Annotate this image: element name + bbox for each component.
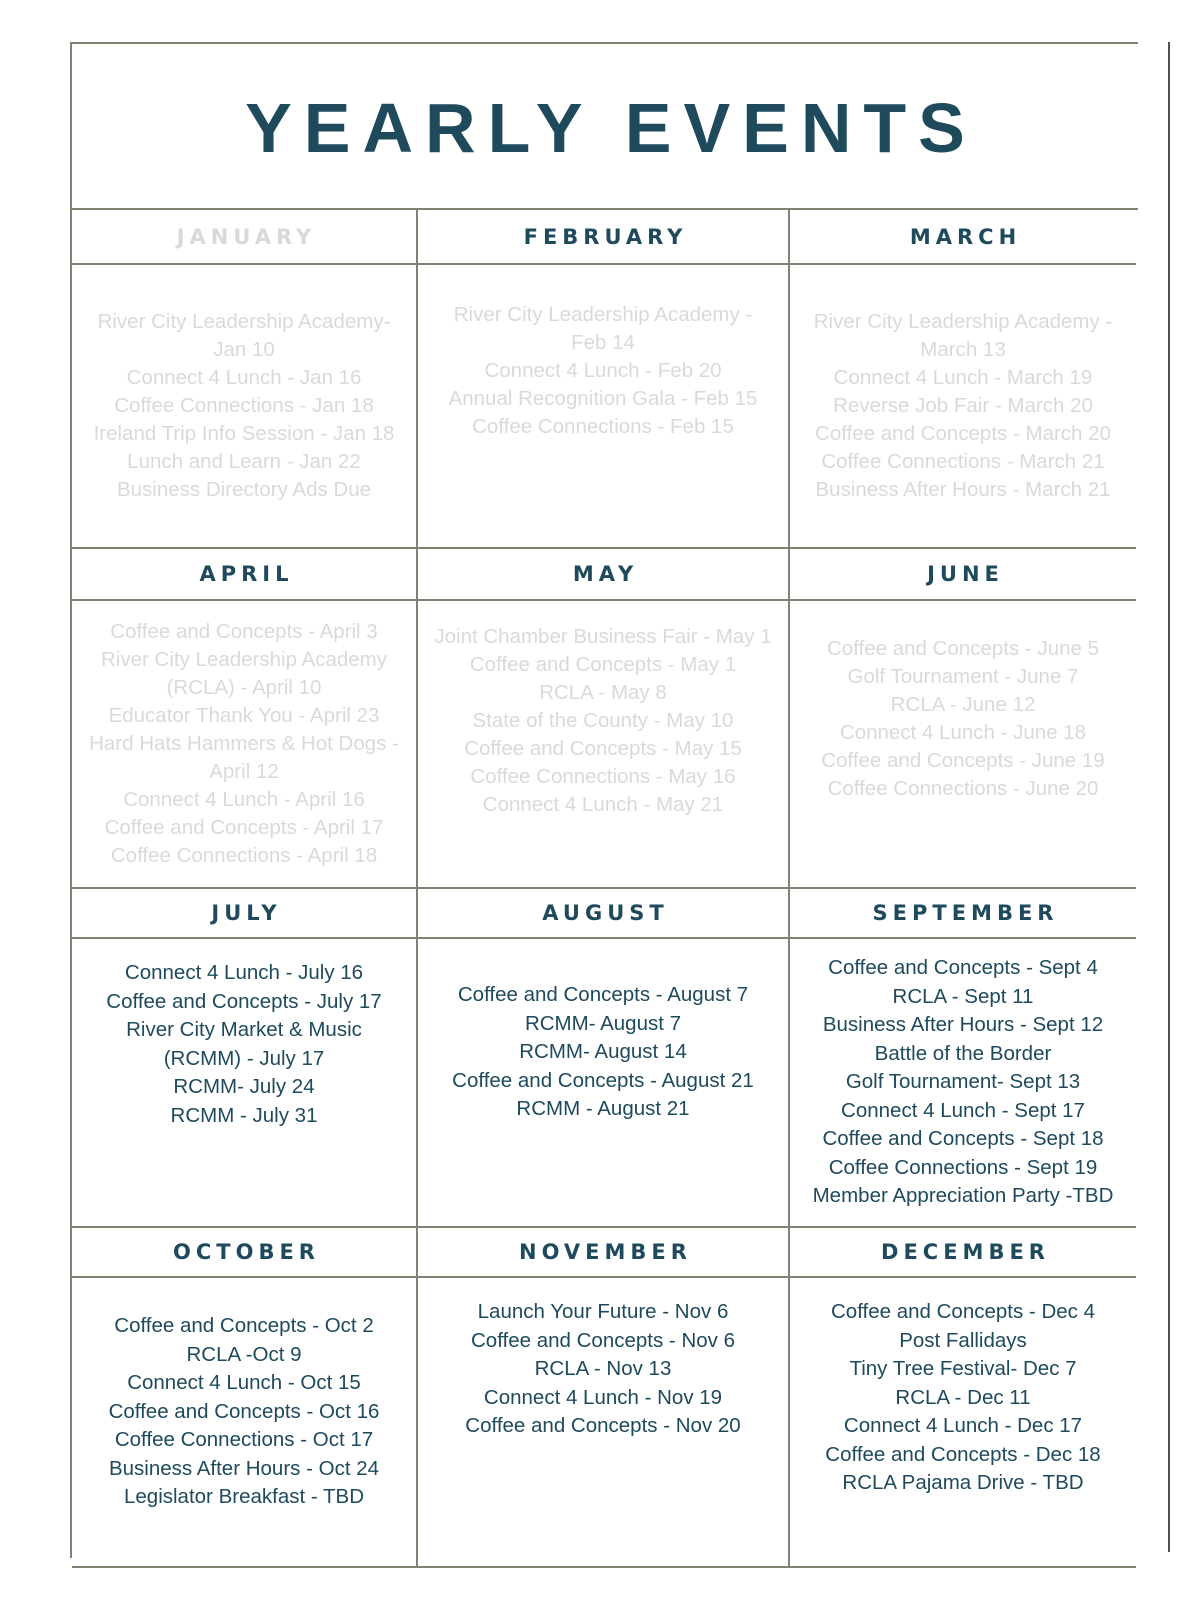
event-line: Coffee Connections - June 20 <box>827 777 1099 800</box>
event-line: Business After Hours - March 21 <box>815 478 1111 501</box>
month-header-june: JUNE <box>790 549 1136 601</box>
event-line: RCLA -Oct 9 <box>186 1342 302 1366</box>
page-edge-line <box>1168 42 1170 1552</box>
month-header-october: OCTOBER <box>72 1228 418 1278</box>
event-line: Jan 10 <box>213 338 275 361</box>
month-events-january <box>72 265 418 549</box>
event-line: Business After Hours - Sept 12 <box>822 1013 1104 1037</box>
event-line: RCMM - August 21 <box>516 1097 690 1120</box>
event-line: Post Fallidays <box>899 1328 1027 1352</box>
event-line: Coffee and Concepts - August 21 <box>452 1068 754 1092</box>
event-line: Annual Recognition Gala - Feb 15 <box>448 387 758 410</box>
event-line: Lunch and Learn - Jan 22 <box>127 450 361 473</box>
event-line: Coffee and Concepts - Sept 18 <box>822 1127 1104 1151</box>
month-events-april <box>72 601 418 889</box>
event-line: River City Leadership Academy- <box>97 310 391 333</box>
event-line: Coffee and Concepts - Nov 6 <box>471 1328 735 1352</box>
event-line: Connect 4 Lunch - Dec 17 <box>843 1414 1083 1437</box>
event-line: (RCLA) - April 10 <box>166 676 322 699</box>
event-line: Coffee Connections - March 21 <box>821 450 1105 473</box>
page-title: YEARLY EVENTS <box>245 89 977 167</box>
event-line: Coffee Connections - Oct 17 <box>114 1428 374 1451</box>
month-header-april: APRIL <box>72 549 418 601</box>
month-events-november <box>418 1278 790 1568</box>
event-line: Coffee and Concepts - Dec 4 <box>831 1300 1095 1323</box>
month-events-july <box>72 939 418 1228</box>
events-grid <box>72 210 1138 1568</box>
month-header-august: AUGUST <box>418 889 790 939</box>
event-line: Coffee and Concepts - August 7 <box>457 983 749 1006</box>
event-line: Coffee Connections - Feb 15 <box>472 415 734 438</box>
event-line: Connect 4 Lunch - Sept 17 <box>841 1098 1085 1122</box>
event-line: RCLA - Dec 11 <box>895 1385 1031 1409</box>
event-line: Reverse Job Fair - March 20 <box>833 394 1093 417</box>
event-line: Business Directory Ads Due <box>116 478 372 501</box>
event-line: April 12 <box>209 760 279 783</box>
event-line: Coffee and Concepts - May 15 <box>464 737 742 760</box>
event-line: Educator Thank You - April 23 <box>108 704 380 727</box>
event-line: Ireland Trip Info Session - Jan 18 <box>93 422 395 445</box>
event-line: Coffee and Concepts - June 19 <box>821 749 1105 772</box>
month-header-january: JANUARY <box>72 210 418 265</box>
event-line: Coffee and Concepts - April 3 <box>110 620 378 643</box>
event-line: Connect 4 Lunch - June 18 <box>839 721 1087 744</box>
event-line: Member Appreciation Party -TBD <box>812 1184 1114 1208</box>
event-line: Coffee and Concepts - Dec 18 <box>825 1442 1101 1466</box>
event-line: Joint Chamber Business Fair - May 1 <box>434 625 772 648</box>
event-line: Connect 4 Lunch - July 16 <box>124 961 364 984</box>
event-line: RCMM- August 7 <box>524 1011 682 1035</box>
event-line: Business After Hours - Oct 24 <box>108 1456 380 1480</box>
month-events-february <box>418 265 790 549</box>
month-events-september <box>790 939 1136 1228</box>
event-line: Hard Hats Hammers & Hot Dogs - <box>89 732 399 755</box>
event-line: RCLA - Nov 13 <box>534 1357 672 1380</box>
event-line: Connect 4 Lunch - Feb 20 <box>484 359 722 382</box>
event-line: Coffee and Concepts - Nov 20 <box>465 1414 741 1437</box>
month-header-december: DECEMBER <box>790 1228 1136 1278</box>
event-line: Coffee Connections - Jan 18 <box>114 394 374 417</box>
event-line: Coffee and Concepts - April 17 <box>104 816 384 839</box>
event-line: Connect 4 Lunch - Oct 15 <box>127 1371 361 1394</box>
event-line: Connect 4 Lunch - April 16 <box>123 788 365 811</box>
month-header-march: MARCH <box>790 210 1136 265</box>
event-line: Connect 4 Lunch - Nov 19 <box>483 1385 723 1409</box>
event-line: Tiny Tree Festival- Dec 7 <box>849 1357 1077 1380</box>
event-line: Connect 4 Lunch - Jan 16 <box>126 366 362 389</box>
event-line: Coffee and Concepts - May 1 <box>469 653 737 676</box>
event-line: Coffee Connections - April 18 <box>110 844 378 867</box>
month-header-may: MAY <box>418 549 790 601</box>
month-header-november: NOVEMBER <box>418 1228 790 1278</box>
month-events-may <box>418 601 790 889</box>
event-line: Legislator Breakfast - TBD <box>123 1485 365 1508</box>
event-line: Coffee Connections - Sept 19 <box>828 1155 1098 1179</box>
event-line: River City Leadership Academy <box>101 648 387 671</box>
event-line: Connect 4 Lunch - March 19 <box>833 366 1093 389</box>
events-sheet <box>70 42 1138 1558</box>
event-line: RCLA - May 8 <box>539 681 667 704</box>
month-events-october <box>72 1278 418 1568</box>
event-line: River City Leadership Academy - <box>453 303 753 326</box>
event-line: Coffee and Concepts - Oct 16 <box>108 1399 380 1423</box>
event-line: Coffee and Concepts - Oct 2 <box>114 1314 374 1337</box>
event-line: RCLA - Sept 11 <box>892 984 1034 1008</box>
event-line: Feb 14 <box>571 331 635 354</box>
month-events-august <box>418 939 790 1228</box>
event-line: Golf Tournament- Sept 13 <box>845 1070 1081 1094</box>
title-block <box>72 44 1138 210</box>
event-line: (RCMM) - July 17 <box>163 1046 325 1070</box>
event-line: Coffee and Concepts - June 5 <box>827 637 1099 660</box>
event-line: River City Market & Music <box>126 1018 362 1041</box>
event-line: Golf Tournament - June 7 <box>847 665 1079 688</box>
event-line: River City Leadership Academy - <box>813 310 1113 333</box>
event-line: RCMM- August 14 <box>519 1040 687 1063</box>
event-line: Battle of the Border <box>874 1041 1052 1065</box>
month-events-june <box>790 601 1136 889</box>
event-line: RCMM- July 24 <box>173 1075 315 1098</box>
event-line: Coffee Connections - May 16 <box>470 765 736 788</box>
event-line: RCMM - July 31 <box>170 1103 318 1127</box>
month-header-february: FEBRUARY <box>418 210 790 265</box>
event-line: Launch Your Future - Nov 6 <box>477 1300 729 1323</box>
event-line: March 13 <box>920 338 1006 361</box>
event-line: State of the County - May 10 <box>472 709 734 732</box>
event-line: Coffee and Concepts - July 17 <box>106 989 382 1013</box>
event-line: Connect 4 Lunch - May 21 <box>482 793 724 816</box>
month-header-september: SEPTEMBER <box>790 889 1136 939</box>
event-line: Coffee and Concepts - Sept 4 <box>828 956 1098 980</box>
event-line: RCLA - June 12 <box>890 693 1036 716</box>
event-line: Coffee and Concepts - March 20 <box>815 422 1111 445</box>
month-header-july: JULY <box>72 889 418 939</box>
month-events-december <box>790 1278 1136 1568</box>
event-line: RCLA Pajama Drive - TBD <box>842 1471 1084 1494</box>
month-events-march <box>790 265 1136 549</box>
